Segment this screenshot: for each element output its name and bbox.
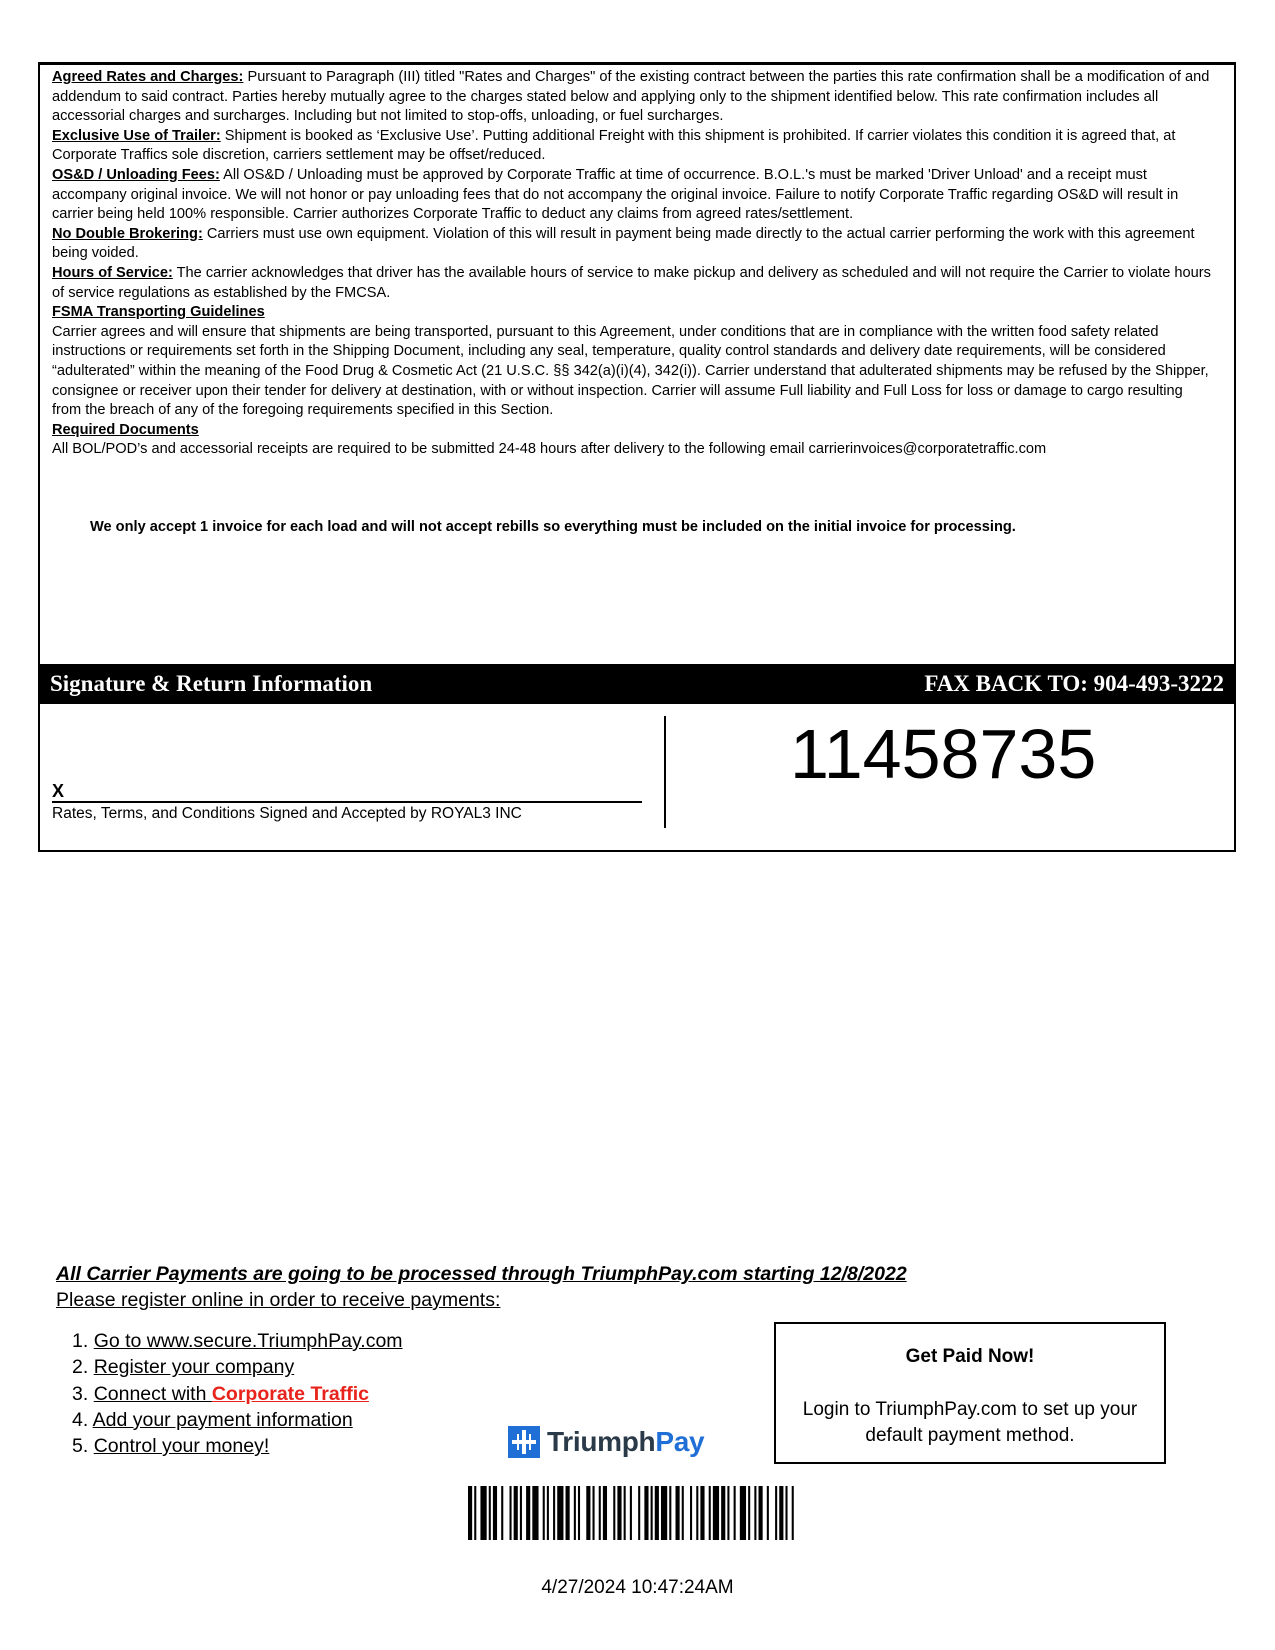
barcode-bar (526, 1486, 530, 1540)
step-number: 5. (72, 1435, 94, 1458)
agreed-rates-heading: Agreed Rates and Charges: (52, 69, 244, 85)
barcode-bar (644, 1486, 648, 1540)
barcode-bar (721, 1486, 725, 1540)
barcode-bar (682, 1486, 684, 1540)
agreed-rates-text: Pursuant to Paragraph (III) titled "Rates and Charges" of the existing contract between the parties this rate confirmation shall be a modification of and addendum to said contract. Parties hereby mutually agree to the charges stated below and applying only to the shipment identified below. This rate confirmation includes all accessorial charges and surcharges. Including but not limited to stop-offs, unloading, or fuel surcharges. (52, 69, 1210, 125)
barcode-bar (613, 1486, 615, 1540)
barcode-bar (578, 1486, 580, 1540)
barcode-bar (690, 1486, 692, 1540)
step-item (72, 1328, 403, 1354)
barcode-bar (574, 1486, 576, 1540)
hours-of-service-heading: Hours of Service: (52, 264, 173, 281)
step-link[interactable]: Register your company (93, 1356, 295, 1379)
signature-section (38, 704, 1236, 852)
barcode-bar (603, 1486, 607, 1540)
barcode-bar (624, 1486, 626, 1540)
osd-heading: OS&D / Unloading Fees: (52, 166, 220, 183)
barcode-bar (734, 1486, 736, 1540)
barcode-bar (792, 1486, 794, 1540)
barcode-bar (566, 1486, 570, 1540)
step-number: 4. (72, 1408, 93, 1431)
step-number: 3. (72, 1382, 94, 1405)
step-link[interactable]: Control your money! (93, 1435, 270, 1458)
barcode-bar (532, 1486, 538, 1540)
step-number: 1. (72, 1330, 94, 1352)
hours-of-service-paragraph (52, 264, 1212, 303)
signature-header-bar (38, 664, 1236, 704)
barcode-bar (779, 1486, 783, 1540)
get-paid-body: Login to TriumphPay.com to set up your default payment method. (802, 1399, 1138, 1446)
barcode-bar (468, 1486, 472, 1540)
barcode-bar (489, 1486, 491, 1540)
required-documents-text: All BOL/POD’s and accessorial receipts are required to be submitted 24-48 hours after delivery to the following email carrierinvoices@corporatetraffic.com (52, 441, 1047, 458)
double-brokering-paragraph (52, 225, 1212, 264)
signature-header-title: Signature & Return Information (50, 671, 373, 696)
barcode-bar (593, 1486, 595, 1540)
barcode-bar (785, 1486, 787, 1540)
double-brokering-text: Carriers must use own equipment. Violation of this will result in payment being made directly to the actual carrier performing the work with this agreement being voided. (52, 225, 1195, 262)
invoice-note: We only accept 1 invoice for each load and will not accept rebills so everything must be included on the initial invoice for processing. (90, 519, 1016, 535)
logo-word-triumph: Triumph (547, 1426, 656, 1457)
logo-word-pay: Pay (655, 1426, 705, 1457)
barcode-bar (759, 1486, 763, 1540)
barcode-bar (586, 1486, 590, 1540)
barcode-bar (553, 1486, 555, 1540)
step-item (72, 1407, 403, 1433)
barcode-bar (655, 1486, 659, 1540)
barcode-bar (547, 1486, 549, 1540)
barcode-bar (740, 1486, 746, 1540)
fsma-text: Carrier agrees and will ensure that shipments are being transported, pursuant to this Agreement, under conditions that are in compliance with the written food safety related instructions or requirements set forth in the Shipping Document, including any seal, temperature, quality control standards and delivery date requirements, will be considered “adulterated” within the meaning of the Food Drug & Cosmetic Act (21 U.S.C. §§ 342(a)(i)(4), 342(i)). Carrier understand that adulterated shipments may be refused by the Shipper, consignee or receiver upon their tender for delivery at destination, with or without inspection. Carrier will assume Full liability and Full Loss for loss or damage to cargo resulting from the breach of any of the foregoing requirements specified in this Section. (52, 323, 1209, 419)
barcode-bar (617, 1486, 621, 1540)
payment-notice-subtitle: Please register online in order to receive payments: (56, 1289, 501, 1311)
barcode-bar (543, 1486, 545, 1540)
step-item (72, 1433, 403, 1459)
barcode-bar (630, 1486, 632, 1540)
get-paid-box (774, 1322, 1166, 1464)
terms-text (52, 68, 1212, 460)
barcode-bar (709, 1486, 711, 1540)
step-link[interactable]: Go to www.secure.TriumphPay.com (93, 1330, 403, 1352)
barcode-bar (775, 1486, 777, 1540)
barcode-bar (661, 1486, 667, 1540)
barcode-bar (748, 1486, 750, 1540)
agreed-rates-paragraph (52, 68, 1212, 127)
load-number: 11458735 (790, 715, 1097, 793)
barcode (468, 1486, 800, 1540)
double-brokering-heading: No Double Brokering: (52, 225, 203, 242)
step-link[interactable]: Connect with (93, 1382, 212, 1405)
signature-caption: Rates, Terms, and Conditions Signed and Accepted by ROYAL3 INC (52, 805, 522, 822)
barcode-bar (713, 1486, 719, 1540)
barcode-bar (514, 1486, 518, 1540)
payment-notice-title: All Carrier Payments are going to be processed through TriumphPay.com starting 12/8/2022 (56, 1263, 907, 1285)
hours-of-service-text: The carrier acknowledges that driver has the available hours of service to make pickup and delivery as scheduled and will not require the Carrier to violate hours of service regulations as established by the FMCSA. (52, 264, 1211, 301)
barcode-bar (754, 1486, 756, 1540)
signature-divider (664, 716, 666, 828)
signature-line[interactable] (52, 801, 642, 803)
barcode-bar (638, 1486, 640, 1540)
barcode-bar (669, 1486, 671, 1540)
triumphpay-logo (508, 1424, 704, 1460)
step-item (72, 1381, 403, 1407)
signature-x-mark: X (52, 781, 65, 801)
step-item (72, 1354, 403, 1380)
barcode-bar (510, 1486, 512, 1540)
barcode-bar (700, 1486, 704, 1540)
step-number: 2. (72, 1356, 94, 1379)
get-paid-heading: Get Paid Now! (905, 1346, 1035, 1367)
barcode-bar (599, 1486, 601, 1540)
barcode-bar (767, 1486, 769, 1540)
fax-back-number: FAX BACK TO: 904-493-3222 (924, 671, 1224, 696)
osd-paragraph (52, 166, 1212, 225)
print-timestamp: 4/27/2024 10:47:24AM (541, 1577, 734, 1598)
barcode-bar (520, 1486, 522, 1540)
registration-steps (72, 1328, 403, 1459)
required-documents-heading: Required Documents (52, 421, 199, 438)
osd-text: All OS&D / Unloading must be approved by Corporate Traffic at time of occurrence. B.O.L.'s must be marked 'Driver Unload' and a receipt must accompany original invoice. We will not honor or pay unloading fees that do not accompany the original invoice. Failure to notify Corporate Traffic regarding OS&D will result in carrier being held 100% responsible. Carrier authorizes Corporate Traffic to deduct any claims from agreed rates/settlement. (52, 166, 1179, 223)
barcode-bar (696, 1486, 698, 1540)
barcode-bar (501, 1486, 503, 1540)
barcode-bar (474, 1486, 476, 1540)
barcode-bar (557, 1486, 563, 1540)
triumphpay-logo-text (547, 1426, 704, 1458)
terms-section (38, 62, 1236, 666)
barcode-bar (651, 1486, 653, 1540)
corporate-traffic-link[interactable]: Corporate Traffic (211, 1382, 369, 1405)
exclusive-use-text: Shipment is booked as ‘Exclusive Use’. Putting additional Freight with this shipment is prohibited. If carrier violates this condition it is agreed that, at Corporate Traffics sole discretion, carriers settlement may be offset/reduced. (52, 127, 1176, 164)
barcode-bar (727, 1486, 729, 1540)
step-link[interactable]: Add your payment information (92, 1408, 353, 1431)
exclusive-use-paragraph (52, 127, 1212, 166)
exclusive-use-heading: Exclusive Use of Trailer: (52, 127, 221, 144)
triumphpay-logo-icon (508, 1426, 540, 1458)
barcode-bar (676, 1486, 680, 1540)
fsma-heading: FSMA Transporting Guidelines (52, 304, 265, 321)
barcode-bar (493, 1486, 497, 1540)
barcode-bar (480, 1486, 486, 1540)
